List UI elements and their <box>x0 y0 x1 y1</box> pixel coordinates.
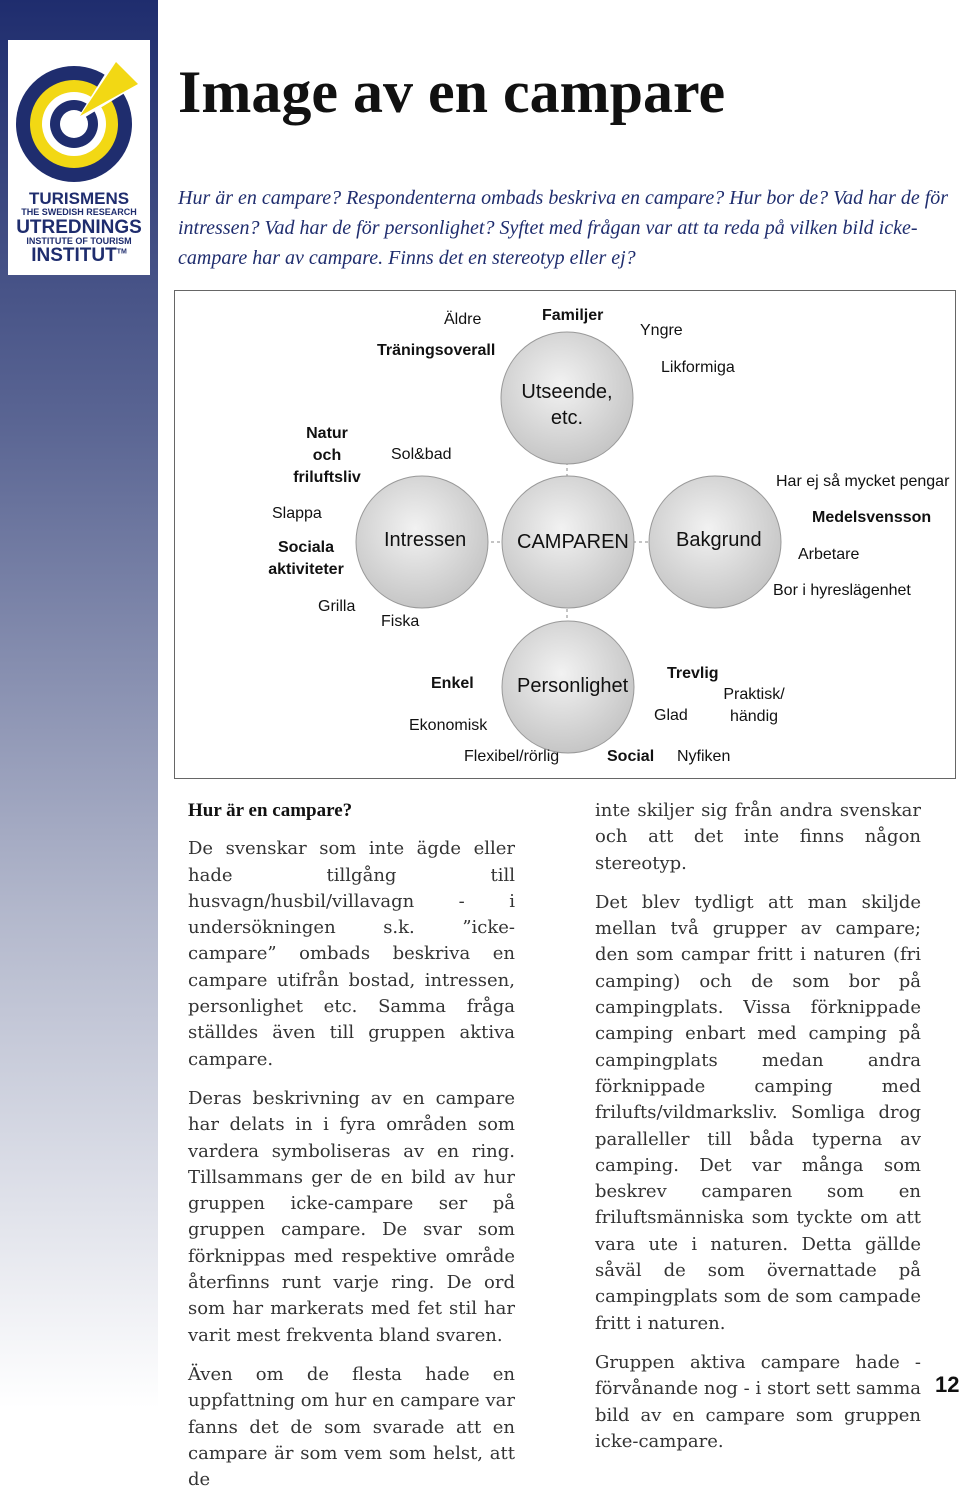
label-flexibel-rorlig: Flexibel/rörlig <box>464 748 560 765</box>
intro-text: Hur är en campare? Respondenterna ombads beskriva en campare? Hur bor de? Vad har de för intressen? Vad har de för personlighet? Syftet med frågan var att ta reda på vilken bild icke-campare har av campare. Finns det en stereotyp eller ej? <box>178 187 949 269</box>
logo-trademark: TM <box>116 248 127 256</box>
ring-label-background: Bakgrund <box>676 529 762 551</box>
logo-line-5 <box>8 246 150 265</box>
ring-label-interests: Intressen <box>384 529 467 551</box>
right-paragraph-1: inte skiljer sig från andra svenskar och att det inte finns någon stereotyp. <box>595 800 921 874</box>
label-slappa: Slappa <box>272 505 322 522</box>
label-familjer: Familjer <box>542 307 604 324</box>
label-praktisk-handig <box>719 684 789 728</box>
logo-line-4: INSTITUTE OF TOURISM <box>26 236 132 246</box>
institute-logo <box>8 40 150 275</box>
right-paragraph-3: Gruppen aktiva campare hade - förvånande nog - i stort sett samma bild av en campare som gruppen icke-campare. <box>595 1351 921 1452</box>
label-praktisk-2: händig <box>729 708 779 725</box>
label-praktisk-1: Praktisk/ <box>723 686 785 703</box>
label-sociala-2: aktiviteter <box>268 561 344 578</box>
label-sociala-1: Sociala <box>277 539 335 556</box>
right-text-column <box>595 798 921 1468</box>
logo-line-2: THE SWEDISH RESEARCH <box>21 207 137 217</box>
camper-image-diagram <box>174 290 956 779</box>
label-yngre: Yngre <box>640 322 683 339</box>
left-paragraph-1: De svenskar som inte ägde eller hade tillgång till husvagn/husbil/villavagn - i undersökningen s.k. ”icke-campare” ombads beskriva en campare utifrån bostad, intressen, personlighet etc. Samma fråga ställdes även till gruppen aktiva campare. <box>188 838 515 1070</box>
ring-label-personality: Personlighet <box>517 675 629 697</box>
label-grilla: Grilla <box>318 598 356 615</box>
left-paragraph-2: Deras beskrivning av en campare har delats in i fyra områden som vardera symboliseras av en ring. Tillsammans ger de en bild av hur gruppen icke-campare ser på gruppen campare. De svar som förknippas med respektive område återfinns runt varje ring. De ord som har markerats med fet stil har varit mest frekventa bland svaren. <box>188 1087 515 1346</box>
label-ekonomisk: Ekonomisk <box>409 717 488 734</box>
section-heading: Hur är en campare? <box>188 800 353 821</box>
left-text-column <box>188 798 515 1506</box>
logo-line-3: UTREDNINGS <box>16 217 142 238</box>
logo-emblem-icon <box>8 40 150 190</box>
ring-label-appearance <box>505 379 629 431</box>
label-natur-friluftsliv <box>287 423 367 489</box>
right-paragraph-2: Det blev tydligt att man skiljde mellan två grupper av campare; den som campar fritt i naturen (fri camping) och de som bor på campingplats. Vissa förknippade camping enbart med camping på campingplats medan andra förknippade camping med frilufts/vildmarksliv. Somliga drog paralleller till båda typerna av camping. Det var många som beskrev camparen som en friluftsmänniska som tyckte om att vara ute i naturen. Detta gällde såväl de som övernattade på campingplats som de som campade fritt i naturen. <box>595 891 921 1334</box>
label-natur-3: friluftsliv <box>293 469 361 486</box>
label-enkel: Enkel <box>431 675 474 692</box>
label-medelsvensson: Medelsvensson <box>812 509 932 526</box>
label-natur-1: Natur <box>306 425 348 442</box>
label-sociala-aktiviteter <box>263 537 349 581</box>
label-likformiga: Likformiga <box>661 359 735 376</box>
label-solbad: Sol&bad <box>391 446 452 463</box>
ring-label-camper: CAMPAREN <box>517 531 629 553</box>
label-traningsoverall: Träningsoverall <box>377 342 496 359</box>
page-number: 12 <box>935 1372 960 1397</box>
label-arbetare: Arbetare <box>798 546 860 563</box>
page-title: Image av en campare <box>178 59 726 125</box>
label-har-ej-pengar: Har ej så mycket pengar <box>776 473 950 490</box>
label-nyfiken: Nyfiken <box>677 748 731 765</box>
label-glad: Glad <box>654 707 688 724</box>
label-trevlig: Trevlig <box>667 665 719 682</box>
ring-label-appearance-2: etc. <box>550 407 584 429</box>
left-paragraph-3: Även om de flesta hade en uppfattning om hur en campare var fanns det de som svarade att en campare är som vem som helst, att de <box>188 1363 515 1491</box>
label-aldre: Äldre <box>444 311 482 328</box>
logo-institut: INSTITUT <box>31 245 117 266</box>
label-fiska: Fiska <box>381 613 420 630</box>
label-bor-hyreslagenhet: Bor i hyreslägenhet <box>773 582 911 599</box>
label-social: Social <box>607 748 655 765</box>
logo-line-1: TURISMENS <box>28 189 130 208</box>
label-natur-2: och <box>312 447 342 464</box>
ring-label-appearance-1: Utseende, <box>521 381 613 403</box>
